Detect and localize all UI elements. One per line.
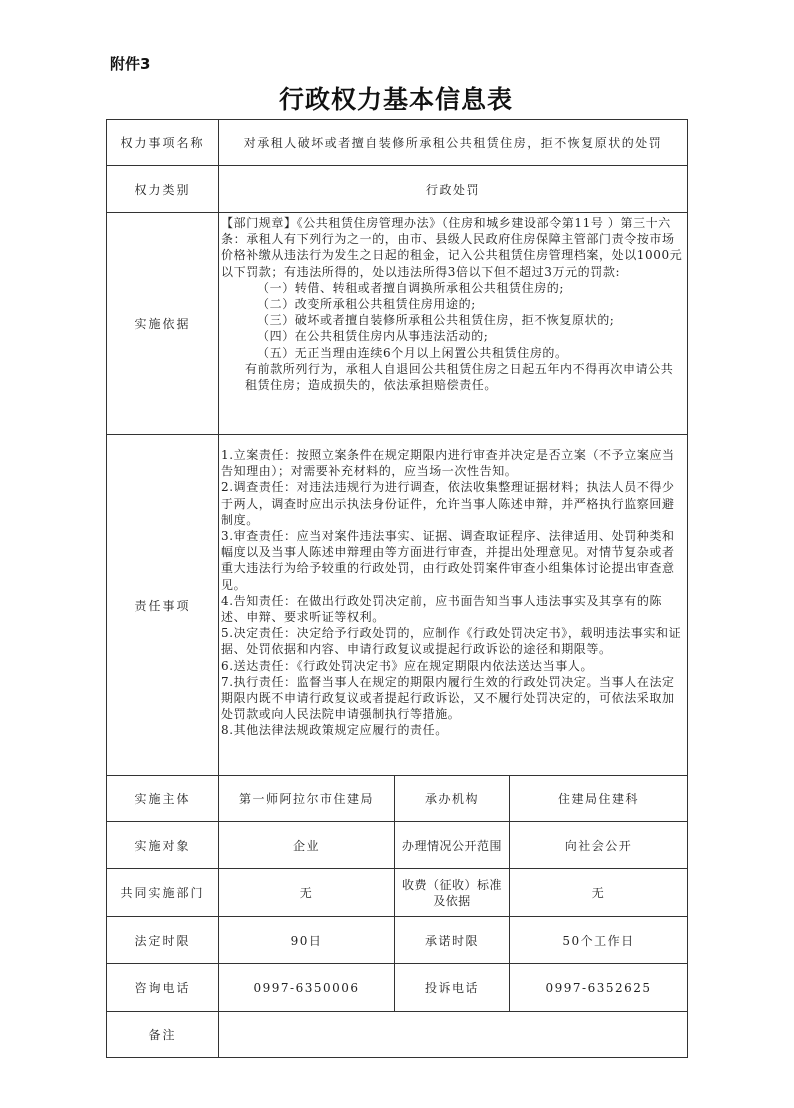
value-disclosure-scope: 向社会公开 [510, 822, 688, 869]
row-power-category [107, 166, 688, 213]
responsibility-item: 7.执行责任：监督当事人在规定的期限内履行生效的行政处罚决定。当事人在法定期限内既不申请行政复议或者提起行政诉讼，又不履行处罚决定的，可依法采取加处罚款或向人民法院申请强制执行等措施。 [221, 674, 675, 722]
value-fee-standard: 无 [510, 869, 688, 917]
row-phone [107, 964, 688, 1012]
label-handling-org: 承办机构 [395, 776, 510, 822]
value-legal-time-limit: 90日 [219, 917, 395, 964]
basis-item: （三）破坏或者擅自装修所承租公共租赁住房，拒不恢复原状的; [257, 313, 615, 328]
basis-item: （二）改变所承租公共租赁住房用途的; [257, 297, 476, 312]
label-power-category: 权力类别 [107, 166, 219, 213]
value-responsibility [219, 435, 688, 776]
responsibility-item: 8.其他法律法规政策规定应履行的责任。 [221, 723, 448, 738]
basis-closing: 有前款所列行为，承租人自退回公共租赁住房之日起五年内不得再次申请公共租赁住房；造成损失的，依法承担赔偿责任。 [245, 361, 674, 393]
row-subject [107, 776, 688, 822]
row-joint [107, 869, 688, 917]
value-subject: 第一师阿拉尔市住建局 [219, 776, 395, 822]
label-subject: 实施主体 [107, 776, 219, 822]
row-basis [107, 213, 688, 435]
label-basis: 实施依据 [107, 213, 219, 435]
label-disclosure-scope: 办理情况公开范围 [395, 822, 510, 869]
row-responsibility [107, 435, 688, 776]
value-consult-phone: 0997-6350006 [219, 964, 395, 1012]
label-fee-standard: 收费（征收）标准及依据 [395, 869, 510, 917]
attachment-label: 附件3 [110, 55, 151, 73]
basis-item: （一）转借、转租或者擅自调换所承租公共租赁住房的; [257, 280, 565, 295]
row-time-limit [107, 917, 688, 964]
responsibility-item: 3.审查责任：应当对案件违法事实、证据、调查取证程序、法律适用、处罚种类和幅度以及当事人陈述申辩理由等方面进行审查，并提出处理意见。对情节复杂或者重大违法行为给予较重的行政处罚，由行政处罚案件审查小组集体讨论提出审查意见。 [221, 529, 675, 592]
page-title: 行政权力基本信息表 [278, 85, 513, 114]
value-power-category: 行政处罚 [219, 166, 688, 213]
value-promised-time-limit: 50个工作日 [510, 917, 688, 964]
label-target: 实施对象 [107, 822, 219, 869]
value-joint-dept: 无 [219, 869, 395, 917]
label-promised-time-limit: 承诺时限 [395, 917, 510, 964]
value-power-name: 对承租人破坏或者擅自装修所承租公共租赁住房，拒不恢复原状的处罚 [219, 120, 688, 166]
value-basis [219, 213, 688, 435]
responsibility-item: 1.立案责任：按照立案条件在规定期限内进行审查并决定是否立案（不予立案应当告知理由）；对需要补充材料的，应当场一次性告知。 [221, 448, 675, 479]
value-remark [219, 1012, 688, 1058]
responsibility-item: 5.决定责任：决定给予行政处罚的，应制作《行政处罚决定书》，载明违法事实和证据、处罚依据和内容、申请行政复议或提起行政诉讼的途径和期限等。 [221, 626, 682, 657]
info-table [106, 119, 688, 1058]
label-consult-phone: 咨询电话 [107, 964, 219, 1012]
responsibility-item: 4.告知责任：在做出行政处罚决定前，应书面告知当事人违法事实及其享有的陈述、申辩、要求听证等权利。 [221, 593, 663, 625]
label-responsibility: 责任事项 [107, 435, 219, 776]
label-power-name: 权力事项名称 [107, 120, 219, 166]
basis-item: （四）在公共租赁住房内从事违法活动的; [257, 329, 489, 344]
basis-intro: 【部门规章】《公共租赁住房管理办法》（住房和城乡建设部令第11号 ）第三十六条：承租人有下列行为之一的，由市、县级人民政府住房保障主管部门责令按市场价格补缴从违法行为发生之日起的租金，记入公共租赁住房管理档案，处以1000元以下罚款；有违法所得的，处以违法所得3倍以下但不超过3万元的罚款: [221, 216, 683, 279]
row-power-name [107, 120, 688, 166]
label-remark: 备注 [107, 1012, 219, 1058]
label-complaint-phone: 投诉电话 [395, 964, 510, 1012]
row-remark [107, 1012, 688, 1058]
responsibility-item: 6.送达责任：《行政处罚决定书》应在规定期限内依法送达当事人。 [221, 658, 594, 673]
basis-item: （五）无正当理由连续6个月以上闲置公共租赁住房的。 [257, 345, 568, 360]
label-legal-time-limit: 法定时限 [107, 917, 219, 964]
label-joint-dept: 共同实施部门 [107, 869, 219, 917]
responsibility-item: 2.调查责任：对违法违规行为进行调查，依法收集整理证据材料；执法人员不得少于两人，调查时应出示执法身份证件，允许当事人陈述申辩，并严格执行监察回避制度。 [221, 480, 675, 527]
row-target [107, 822, 688, 869]
value-handling-org: 住建局住建科 [510, 776, 688, 822]
value-complaint-phone: 0997-6352625 [510, 964, 688, 1012]
value-target: 企业 [219, 822, 395, 869]
